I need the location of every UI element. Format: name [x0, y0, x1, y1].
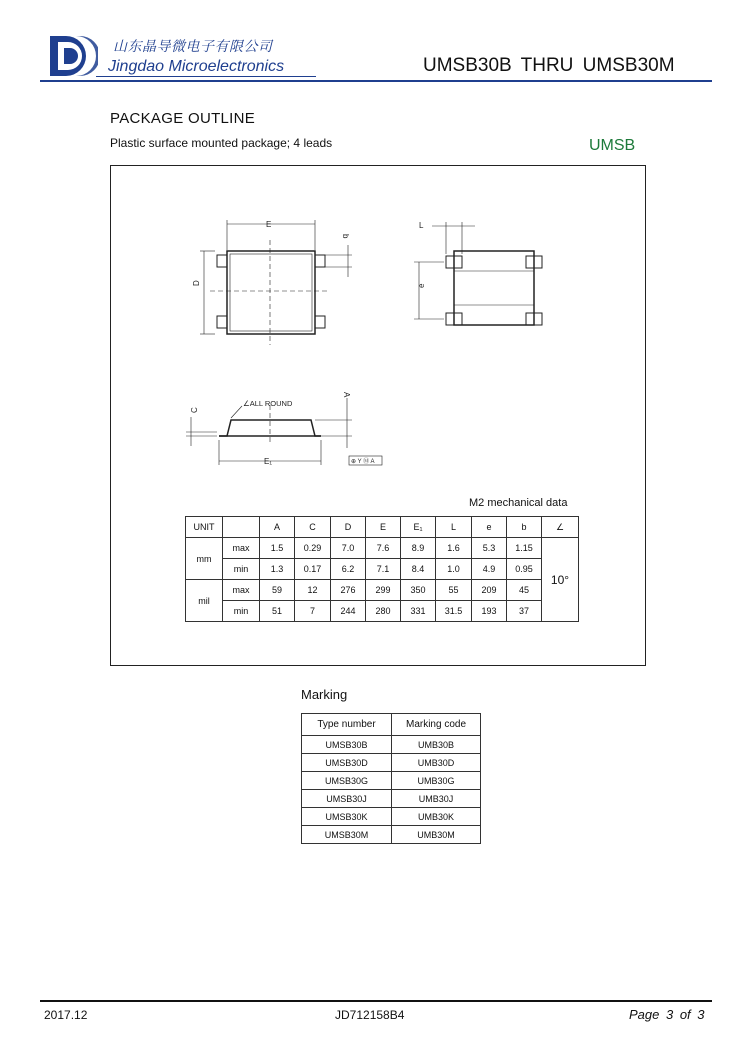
value-cell: 7.6 — [366, 538, 401, 559]
value-cell: 1.3 — [260, 559, 295, 580]
marking-code-cell: UMB30J — [392, 790, 481, 808]
header-c: C — [295, 517, 331, 538]
value-cell: 193 — [472, 601, 507, 622]
kind-cell: max — [223, 580, 260, 601]
value-cell: 45 — [507, 580, 542, 601]
type-number-cell: UMSB30K — [302, 808, 392, 826]
marking-code-cell: UMB30D — [392, 754, 481, 772]
marking-code-cell: UMB30M — [392, 826, 481, 844]
value-cell: 299 — [366, 580, 401, 601]
value-cell: 7 — [295, 601, 331, 622]
kind-cell: min — [223, 601, 260, 622]
front-view — [186, 398, 352, 465]
value-cell: 5.3 — [472, 538, 507, 559]
header-e: E — [366, 517, 401, 538]
value-cell: 0.95 — [507, 559, 542, 580]
value-cell: 55 — [436, 580, 472, 601]
value-cell: 4.9 — [472, 559, 507, 580]
header-d: D — [331, 517, 366, 538]
document-title: UMSB30B THRU UMSB30M — [423, 55, 675, 76]
marking-row — [302, 790, 481, 808]
marking-title: Marking — [301, 687, 348, 702]
value-cell: 0.17 — [295, 559, 331, 580]
value-cell: 7.0 — [331, 538, 366, 559]
value-cell: 7.1 — [366, 559, 401, 580]
value-cell: 8.4 — [401, 559, 436, 580]
value-cell: 331 — [401, 601, 436, 622]
top-view — [200, 220, 352, 345]
dim-label-e-width: E — [266, 220, 272, 229]
type-number-cell: UMSB30M — [302, 826, 392, 844]
marking-header-row — [302, 714, 481, 736]
marking-code-cell: UMB30G — [392, 772, 481, 790]
header-e1: E₁ — [401, 517, 436, 538]
header-l: L — [436, 517, 472, 538]
type-number-cell: UMSB30J — [302, 790, 392, 808]
value-cell: 31.5 — [436, 601, 472, 622]
value-cell: 1.5 — [260, 538, 295, 559]
footer-document-number: JD712158B4 — [335, 1008, 405, 1022]
dim-label-c: C — [190, 407, 199, 413]
dim-label-b: b — [341, 234, 350, 239]
value-cell: 350 — [401, 580, 436, 601]
value-cell: 1.6 — [436, 538, 472, 559]
dim-label-d: D — [192, 280, 201, 286]
dim-label-e-pitch: e — [417, 283, 426, 288]
kind-cell: min — [223, 559, 260, 580]
header-marking-code: Marking code — [392, 714, 481, 736]
footer-date: 2017.12 — [44, 1008, 88, 1022]
angle-cell: 10° — [542, 538, 579, 622]
type-number-cell: UMSB30G — [302, 772, 392, 790]
marking-table — [301, 713, 481, 844]
company-name-english: Jingdao Microelectronics — [108, 58, 285, 75]
value-cell: 0.29 — [295, 538, 331, 559]
table-header-row — [186, 517, 579, 538]
value-cell: 8.9 — [401, 538, 436, 559]
mechanical-data-caption: M2 mechanical data — [469, 497, 568, 509]
dim-label-a: A — [342, 392, 351, 398]
header-angle: ∠ — [542, 517, 579, 538]
unit-cell: mm — [186, 538, 223, 580]
value-cell: 59 — [260, 580, 295, 601]
tolerance-frame: ⊕ Y Ⓜ A — [351, 459, 375, 465]
marking-code-cell: UMB30K — [392, 808, 481, 826]
value-cell: 1.15 — [507, 538, 542, 559]
section-subtitle: Plastic surface mounted package; 4 leads — [110, 136, 333, 150]
side-view — [414, 222, 542, 325]
value-cell: 276 — [331, 580, 366, 601]
table-row — [186, 538, 579, 559]
footer-divider — [40, 1000, 712, 1002]
value-cell: 51 — [260, 601, 295, 622]
header-a: A — [260, 517, 295, 538]
unit-cell: mil — [186, 580, 223, 622]
dim-label-l: L — [419, 221, 424, 230]
value-cell: 280 — [366, 601, 401, 622]
value-cell: 1.0 — [436, 559, 472, 580]
company-name-chinese: 山东晶导微电子有限公司 — [113, 38, 273, 54]
header-kind — [223, 517, 260, 538]
table-row — [186, 559, 579, 580]
mechanical-data-table — [185, 516, 579, 622]
table-row — [186, 580, 579, 601]
header-type-number: Type number — [302, 714, 392, 736]
marking-row — [302, 736, 481, 754]
marking-row — [302, 808, 481, 826]
package-name: UMSB — [589, 137, 636, 154]
type-number-cell: UMSB30B — [302, 736, 392, 754]
marking-row — [302, 754, 481, 772]
value-cell: 244 — [331, 601, 366, 622]
kind-cell: max — [223, 538, 260, 559]
header-e-pitch: e — [472, 517, 507, 538]
type-number-cell: UMSB30D — [302, 754, 392, 772]
footer-page-number: Page 3 of 3 — [629, 1007, 705, 1022]
table-row — [186, 601, 579, 622]
header-unit: UNIT — [186, 517, 223, 538]
value-cell: 12 — [295, 580, 331, 601]
value-cell: 209 — [472, 580, 507, 601]
section-title: PACKAGE OUTLINE — [110, 110, 256, 127]
all-round-note: ∠ALL ROUND — [243, 399, 293, 408]
dim-label-e1: E₁ — [264, 457, 273, 466]
value-cell: 6.2 — [331, 559, 366, 580]
marking-row — [302, 826, 481, 844]
marking-code-cell: UMB30B — [392, 736, 481, 754]
value-cell: 37 — [507, 601, 542, 622]
header-b: b — [507, 517, 542, 538]
marking-row — [302, 772, 481, 790]
